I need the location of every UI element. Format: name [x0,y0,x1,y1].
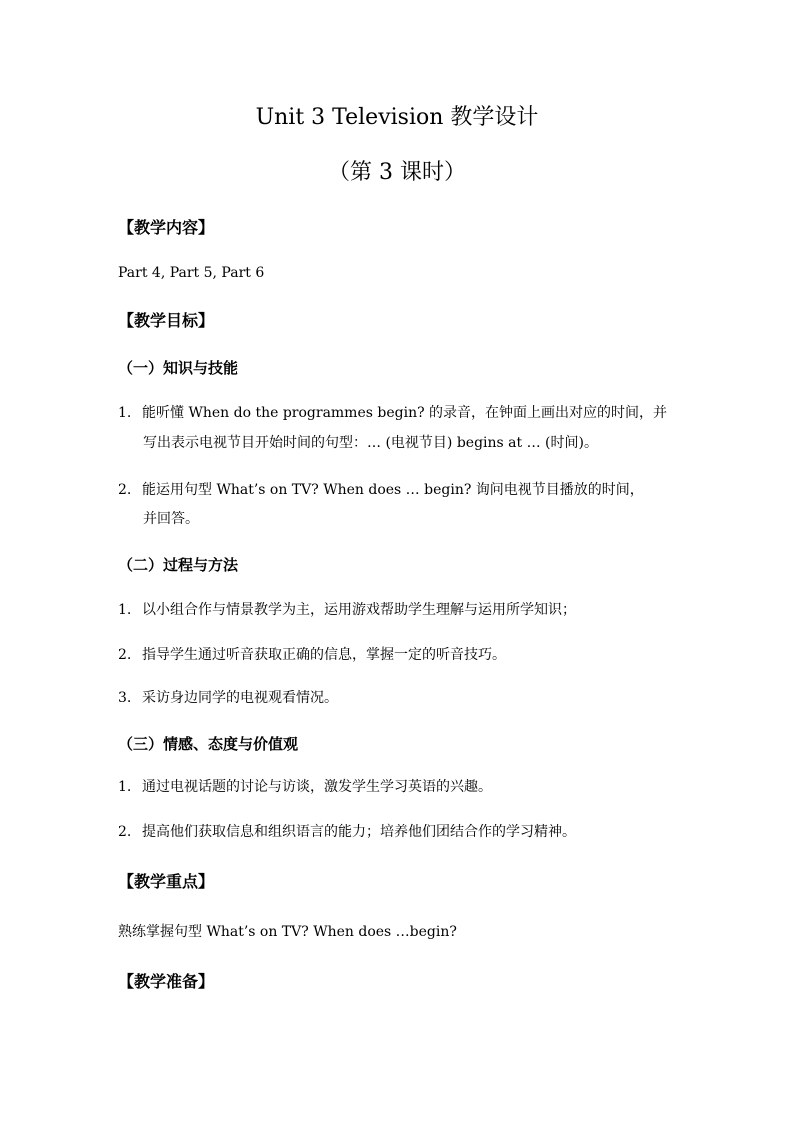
section-heading-preparation: 【教学准备】 [118,972,215,991]
item-number: 2. [118,482,132,498]
knowledge-item-2 [118,480,644,500]
item-number: 1. [118,602,132,618]
process-item-2 [118,645,506,665]
section-heading-objectives: 【教学目标】 [118,311,215,330]
item-number: 2. [118,824,132,840]
item-text: 能运用句型 What’s on TV? When does … begin? 询问电视节目播放的时间， [142,482,644,498]
item-number: 2. [118,647,132,663]
item-number: 1. [118,779,132,795]
attitude-item-1 [118,777,492,797]
item-text: 指导学生通过听音获取正确的信息，掌握一定的听音技巧。 [142,647,506,663]
process-item-1 [118,600,576,620]
item-number: 1. [118,405,132,421]
section-heading-key-points: 【教学重点】 [118,872,215,891]
section-heading-content: 【教学内容】 [118,218,215,237]
item-text: 采访身边同学的电视观看情况。 [142,690,338,706]
process-item-3 [118,688,338,708]
document-subtitle: （第 3 课时） [328,160,466,185]
item-text: 以小组合作与情景教学为主，运用游戏帮助学生理解与运用所学知识； [142,602,576,618]
item-number: 3. [118,690,132,706]
knowledge-item-1-continued: 写出表示电视节目开始时间的句型：… (电视节目) begins at … (时间)。 [143,435,598,451]
subheading-attitude: （三）情感、态度与价值观 [118,735,299,753]
content-text: Part 4, Part 5, Part 6 [118,265,265,281]
subheading-process: （二）过程与方法 [118,556,239,574]
item-text: 通过电视话题的讨论与访谈，激发学生学习英语的兴趣。 [142,779,492,795]
key-points-text: 熟练掌握句型 What’s on TV? When does …begin? [118,924,457,940]
knowledge-item-1 [118,403,667,423]
attitude-item-2 [118,822,576,842]
item-text: 能听懂 When do the programmes begin? 的录音，在钟面上画出对应的时间，并 [142,405,668,421]
subheading-knowledge: （一）知识与技能 [118,359,239,377]
knowledge-item-2-continued: 并回答。 [143,511,199,527]
document-title: Unit 3 Television 教学设计 [255,105,539,130]
item-text: 提高他们获取信息和组织语言的能力；培养他们团结合作的学习精神。 [142,824,576,840]
